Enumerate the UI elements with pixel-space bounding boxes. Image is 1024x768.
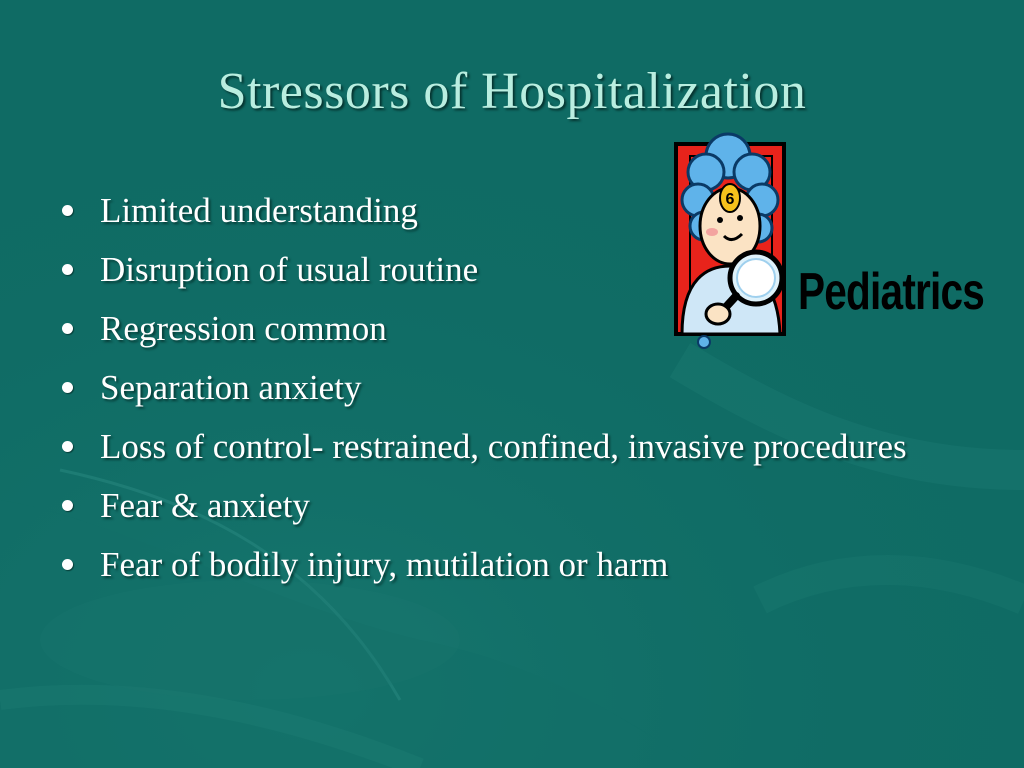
bullet-dot-icon (62, 264, 73, 275)
clipart-badge: 6 (725, 191, 735, 208)
bullet-dot-icon (62, 323, 73, 334)
pediatrics-label: Pediatrics (798, 263, 985, 321)
bullet-item (58, 363, 958, 412)
bullet-dot-icon (62, 500, 73, 511)
slide-title: Stressors of Hospitalization (217, 63, 807, 120)
bullet-text: Loss of control- restrained, confined, invasive procedures (100, 427, 907, 466)
bullet-dot-icon (62, 559, 73, 570)
bullet-item (58, 422, 958, 471)
bullet-text: Disruption of usual routine (100, 250, 479, 289)
bullet-text: Limited understanding (100, 191, 418, 230)
bullet-dot-icon (62, 441, 73, 452)
bullet-item (58, 481, 958, 530)
bullet-text: Separation anxiety (100, 368, 362, 407)
bullet-item (58, 540, 958, 589)
bullet-dot-icon (62, 382, 73, 393)
bullet-text: Fear & anxiety (100, 486, 310, 525)
bullet-dot-icon (62, 205, 73, 216)
bullet-text: Regression common (100, 309, 387, 348)
bullet-text: Fear of bodily injury, mutilation or harm (100, 545, 669, 584)
